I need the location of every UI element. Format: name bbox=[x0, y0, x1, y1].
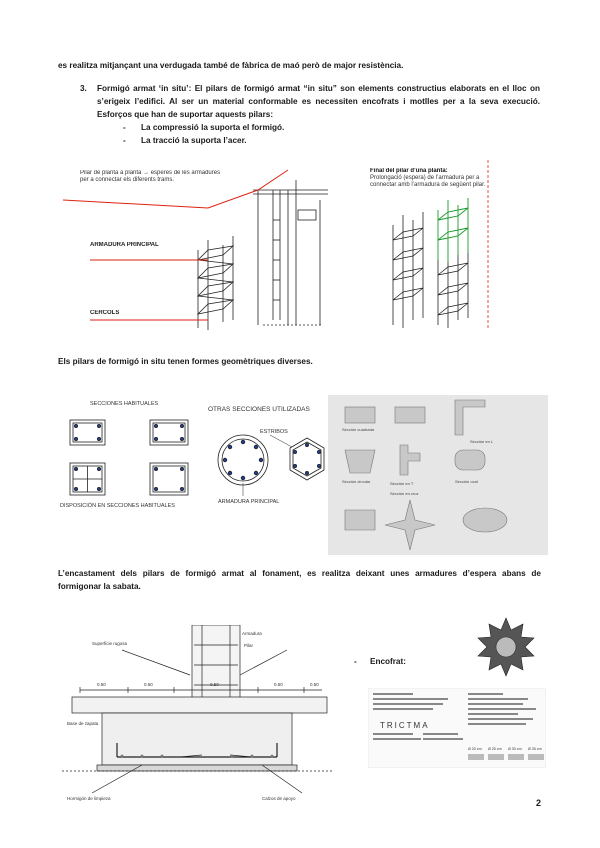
formwork-tube-icon bbox=[475, 616, 537, 678]
formwork-row-4: Ø 35 cm bbox=[528, 747, 542, 751]
formwork-spec-card bbox=[368, 688, 546, 768]
bullet-compression: La compressió la suporta el formigó. bbox=[141, 123, 285, 132]
formwork-row-2: Ø 25 cm bbox=[488, 747, 502, 751]
grid-label-5: Sección circular bbox=[342, 479, 371, 484]
footing-label-cleaning: Hormigón de limpieza bbox=[67, 796, 111, 801]
dim-4: 0.50 bbox=[274, 682, 283, 687]
encofrat-bullet: - bbox=[354, 657, 357, 666]
bullet-traction: La tracció la suporta l’acer. bbox=[141, 136, 247, 145]
section-hexagonal bbox=[290, 438, 324, 480]
grid-label-2: Sección en L bbox=[470, 439, 494, 444]
grid-label-6: Sección oval bbox=[455, 479, 478, 484]
grid-label-4: Sección en cruz bbox=[390, 491, 419, 496]
rebar-cage-right-black bbox=[393, 212, 423, 328]
title-usual-sections: SECCIONES HABITUALES bbox=[90, 401, 159, 407]
column-reinforcement-figure bbox=[58, 160, 498, 330]
item3-number: 3. bbox=[80, 84, 87, 93]
footing-label-base: Base de zapata bbox=[67, 721, 99, 726]
section-shapes-grid bbox=[328, 395, 548, 555]
item3-line2: s’erigeix l’edifici. Al ser un material conformable es necessiten encofrats i motlles per a la seva execució. bbox=[97, 97, 540, 106]
formwork-brand: TRICTMA bbox=[380, 721, 430, 730]
item3-line3: Esforços que han de suportar aquests pilars: bbox=[97, 110, 274, 119]
column-frame-middle bbox=[253, 180, 328, 325]
section-square-3 bbox=[70, 463, 105, 495]
section-square-1 bbox=[70, 420, 105, 445]
label-end-title: Final del pilar d’una planta: bbox=[370, 168, 448, 174]
grid-label-3: Sección en T bbox=[390, 481, 414, 486]
footing-detail-figure bbox=[62, 625, 334, 805]
footing-label-rough: Superficie rugosa bbox=[92, 641, 128, 646]
column-sections-figure bbox=[60, 395, 550, 555]
label-stirrups: CÈRCOLS bbox=[90, 310, 120, 316]
bullet-mark-2: - bbox=[123, 136, 126, 145]
section-rect-2 bbox=[150, 420, 188, 445]
rebar-cage-left bbox=[198, 236, 233, 330]
item3-heading: Formigó armat ‘in situ’: bbox=[97, 84, 192, 93]
label-waiting-bars: Pilar de planta a planta → esperes de les armadures per a connectar els diferents trams. bbox=[80, 170, 221, 183]
item3-line1 bbox=[97, 83, 540, 96]
caption-usual-sections: DISPOSICIÓN EN SECCIONES HABITUALES bbox=[60, 503, 175, 509]
intro-line: es realitza mitjançant una verdugada també de fàbrica de maó però de major resistència. bbox=[58, 61, 404, 70]
section-rect-4 bbox=[150, 463, 188, 495]
label-main-reinforcement: ARMADURA PRINCIPAL bbox=[90, 242, 159, 248]
bullet-mark-1: - bbox=[123, 123, 126, 132]
formwork-row-1: Ø 20 cm bbox=[468, 747, 482, 751]
footing-caption-line1: L’encastament dels pilars de formigó armat al fonament, es realitza deixant unes armadures d’espera abans de bbox=[58, 569, 541, 578]
label-armadura-principal: ARMADURA PRINCIPAL bbox=[218, 499, 280, 505]
encofrat-label: Encofrat: bbox=[370, 657, 406, 666]
grid-label-1: Sección cuadrada bbox=[342, 427, 375, 432]
page-number: 2 bbox=[536, 798, 542, 808]
dim-1: 0.50 bbox=[97, 682, 106, 687]
section-circular bbox=[218, 435, 268, 485]
label-estribos: ESTRIBOS bbox=[260, 429, 288, 435]
footing-label-spacers: Calzos de apoyo bbox=[262, 796, 296, 801]
item3-line1-rest: El pilars de formigó armat “in situ” son elements constructius elaborats en el lloc on bbox=[194, 84, 540, 93]
shapes-caption: Els pilars de formigó in situ tenen formes geomètriques diverses. bbox=[58, 357, 313, 366]
dim-5: 0.50 bbox=[310, 682, 319, 687]
label-end-body: Prolongació (espera) de l’armadura per a connectar amb l’armadura de següent pilar. bbox=[370, 175, 486, 188]
dim-3: 0.50 bbox=[210, 682, 219, 687]
dim-2: 0.50 bbox=[144, 682, 153, 687]
title-other-sections: OTRAS SECCIONES UTILIZADAS bbox=[208, 406, 310, 413]
footing-label-armadura: Armadura bbox=[242, 631, 262, 636]
footing-label-pilar: Pilar bbox=[244, 643, 254, 648]
footing-caption-line2: formigonar la sabata. bbox=[58, 582, 141, 591]
formwork-row-3: Ø 30 cm bbox=[508, 747, 522, 751]
